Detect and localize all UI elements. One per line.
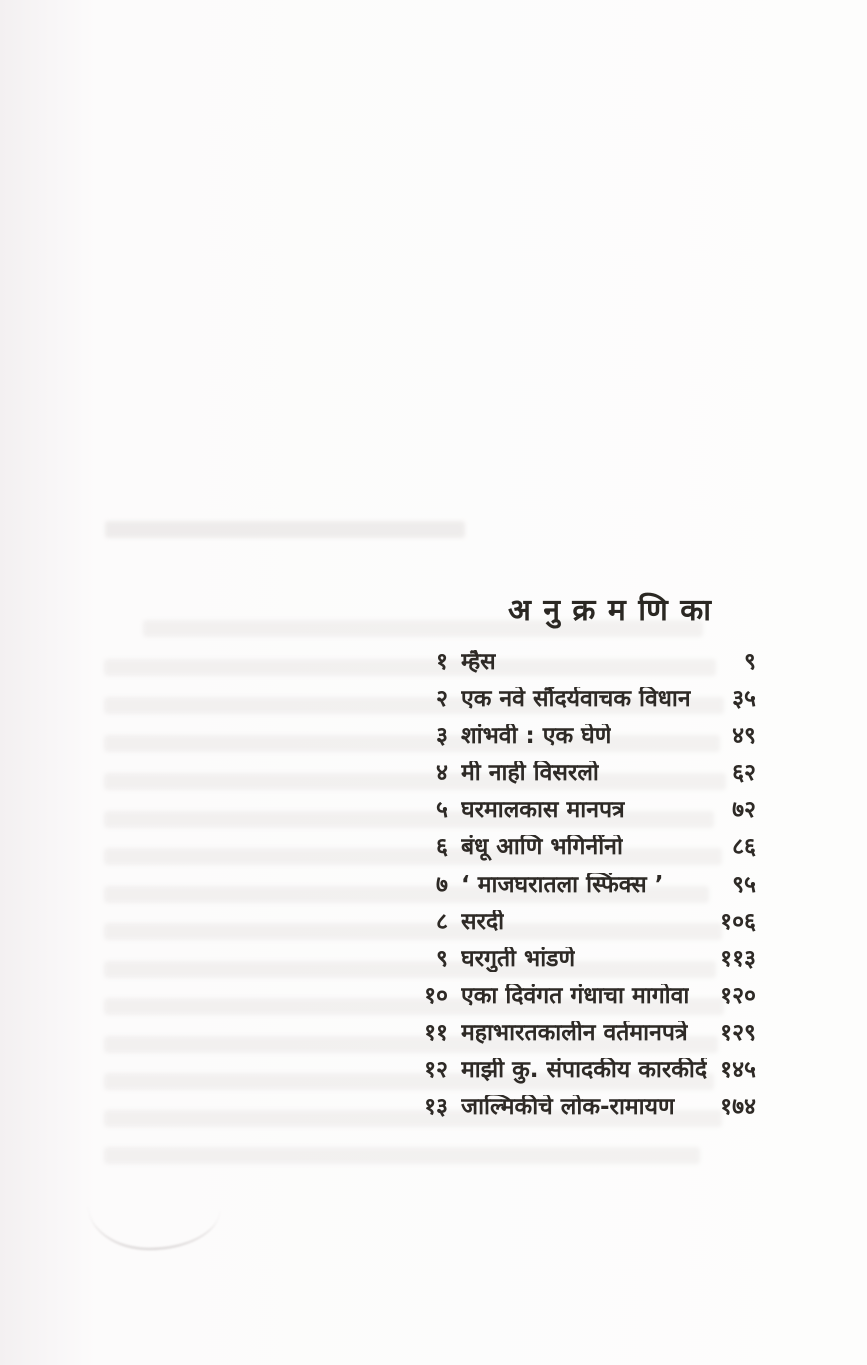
chapter-number: २ bbox=[436, 686, 448, 713]
toc-row bbox=[412, 687, 756, 713]
chapter-page-number: ६२ bbox=[732, 760, 756, 787]
chapter-title: महाभारतकालीन वर्तमानपत्रे bbox=[461, 1020, 688, 1046]
page-curl-mark bbox=[88, 1192, 220, 1250]
chapter-title: माझी कु. संपादकीय कारकीर्द bbox=[461, 1058, 708, 1084]
chapter-number: ३ bbox=[436, 723, 448, 750]
toc-row bbox=[412, 1058, 756, 1084]
chapter-page-number: १२० bbox=[720, 982, 756, 1009]
toc-row bbox=[412, 650, 756, 676]
toc-heading: अ नु क्र म णि का bbox=[507, 593, 713, 628]
bleed-through-line bbox=[105, 521, 465, 538]
toc-row bbox=[412, 724, 756, 750]
chapter-page-number: ८६ bbox=[732, 834, 756, 861]
toc-row bbox=[412, 761, 756, 787]
chapter-page-number: ११३ bbox=[720, 945, 756, 972]
chapter-page-number: १०६ bbox=[720, 908, 756, 935]
chapter-title: एक नवे सौंदर्यवाचक विधान bbox=[461, 687, 691, 713]
chapter-page-number: १२९ bbox=[720, 1019, 756, 1046]
chapter-number: ७ bbox=[436, 871, 448, 898]
chapter-title: सरदी bbox=[461, 909, 505, 935]
chapter-title: म्हैस bbox=[461, 650, 496, 675]
chapter-title: मी नाही विसरलो bbox=[461, 761, 599, 787]
chapter-title: एका दिवंगत गंधाचा मागोवा bbox=[461, 983, 690, 1009]
toc-row bbox=[412, 835, 756, 861]
toc-list bbox=[412, 650, 756, 1132]
chapter-page-number: ९५ bbox=[732, 871, 756, 898]
chapter-title: जाल्मिकीचे लोक-रामायण bbox=[461, 1095, 675, 1121]
chapter-number: ११ bbox=[424, 1019, 448, 1046]
chapter-number: १० bbox=[424, 982, 448, 1009]
chapter-title: ‘ माजघरातला स्फिंक्स ’ bbox=[461, 872, 664, 898]
chapter-title: घरमालकास मानपत्र bbox=[461, 798, 625, 824]
chapter-number: ८ bbox=[436, 908, 448, 935]
chapter-number: ६ bbox=[436, 834, 448, 861]
chapter-title: बंधू आणि भगिनींनो bbox=[461, 835, 623, 861]
toc-row bbox=[412, 910, 756, 936]
chapter-number: ४ bbox=[436, 760, 448, 787]
chapter-number: ५ bbox=[436, 797, 448, 824]
chapter-number: १३ bbox=[424, 1094, 448, 1121]
chapter-page-number: १४५ bbox=[720, 1057, 756, 1084]
chapter-title: घरगुती भांडणे bbox=[461, 946, 576, 972]
chapter-page-number: ३५ bbox=[732, 686, 756, 713]
toc-row bbox=[412, 798, 756, 824]
toc-row bbox=[412, 947, 756, 973]
chapter-page-number: ७२ bbox=[732, 797, 756, 824]
chapter-title: शांभवी : एक घेणे bbox=[461, 724, 612, 750]
chapter-number: ९ bbox=[436, 945, 448, 972]
chapter-number: १ bbox=[436, 649, 448, 675]
toc-row bbox=[412, 1095, 756, 1121]
bleed-through-line bbox=[104, 1147, 700, 1164]
chapter-number: १२ bbox=[424, 1057, 448, 1084]
toc-row bbox=[412, 984, 756, 1010]
chapter-page-number: १७४ bbox=[720, 1094, 756, 1121]
chapter-page-number: ९ bbox=[744, 649, 756, 675]
chapter-page-number: ४९ bbox=[732, 723, 756, 750]
toc-row bbox=[412, 873, 756, 899]
toc-row bbox=[412, 1021, 756, 1047]
